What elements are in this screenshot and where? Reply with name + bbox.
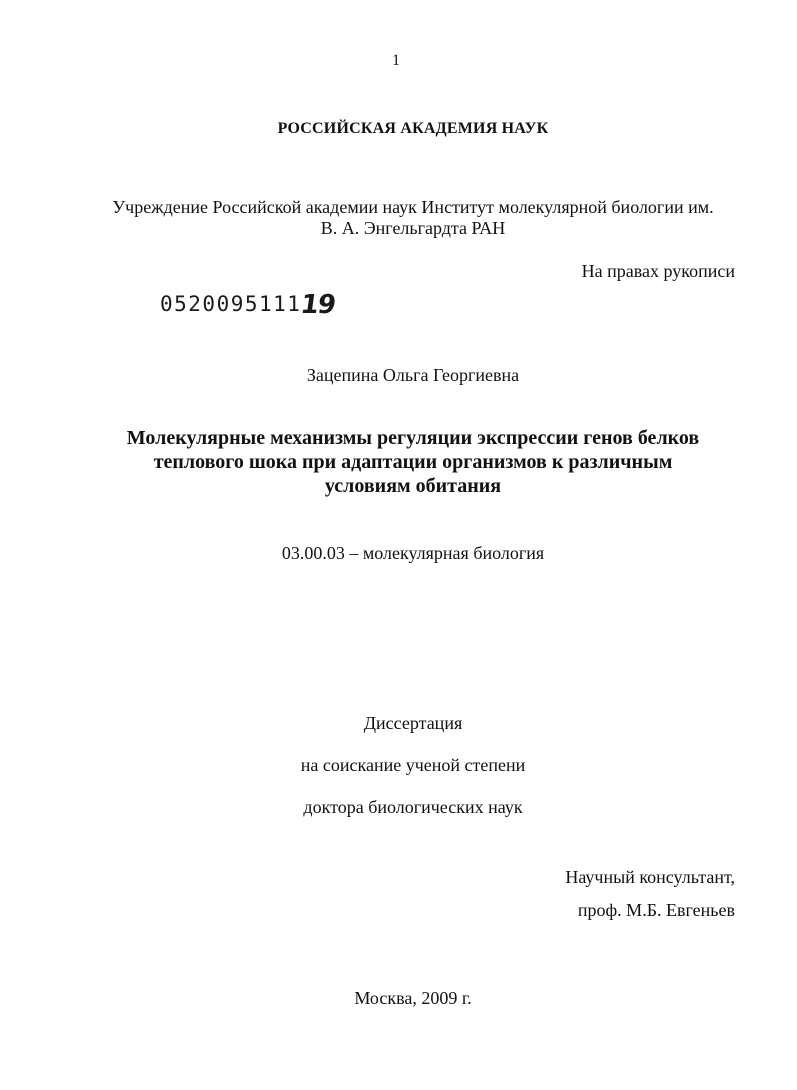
degree-purpose: на соискание ученой степени (300, 755, 526, 775)
institution-line-2: В. А. Энгельгардта РАН (320, 218, 506, 238)
page-number: 1 (392, 52, 400, 69)
title-line-1: Молекулярные механизмы регуляции экспрессии генов белков (126, 427, 700, 449)
consultant-name: проф. М.Б. Евгеньев (577, 900, 735, 920)
academy-heading: РОССИЙСКАЯ АКАДЕМИЯ НАУК (277, 120, 549, 137)
consultant-role: Научный консультант, (565, 867, 735, 887)
rights-note: На правах рукописи (581, 261, 735, 281)
institution-line-1: Учреждение Российской академии наук Институт молекулярной биологии им. (112, 197, 714, 217)
dissertation-label: Диссертация (363, 713, 463, 733)
title-line-3: условиям обитания (324, 475, 502, 497)
registration-number-stamp (160, 290, 338, 320)
place-and-year: Москва, 2009 г. (354, 988, 472, 1008)
degree-name: доктора биологических наук (303, 797, 523, 817)
stamp-handwritten-digits: 19 (299, 290, 338, 320)
stamp-printed-digits: 0520095111 (160, 292, 302, 316)
title-line-2: теплового шока при адаптации организмов к различным (153, 451, 673, 473)
author-name: Зацепина Ольга Георгиевна (306, 365, 520, 385)
specialty-code: 03.00.03 – молекулярная биология (281, 543, 545, 563)
dissertation-title (0, 426, 797, 498)
